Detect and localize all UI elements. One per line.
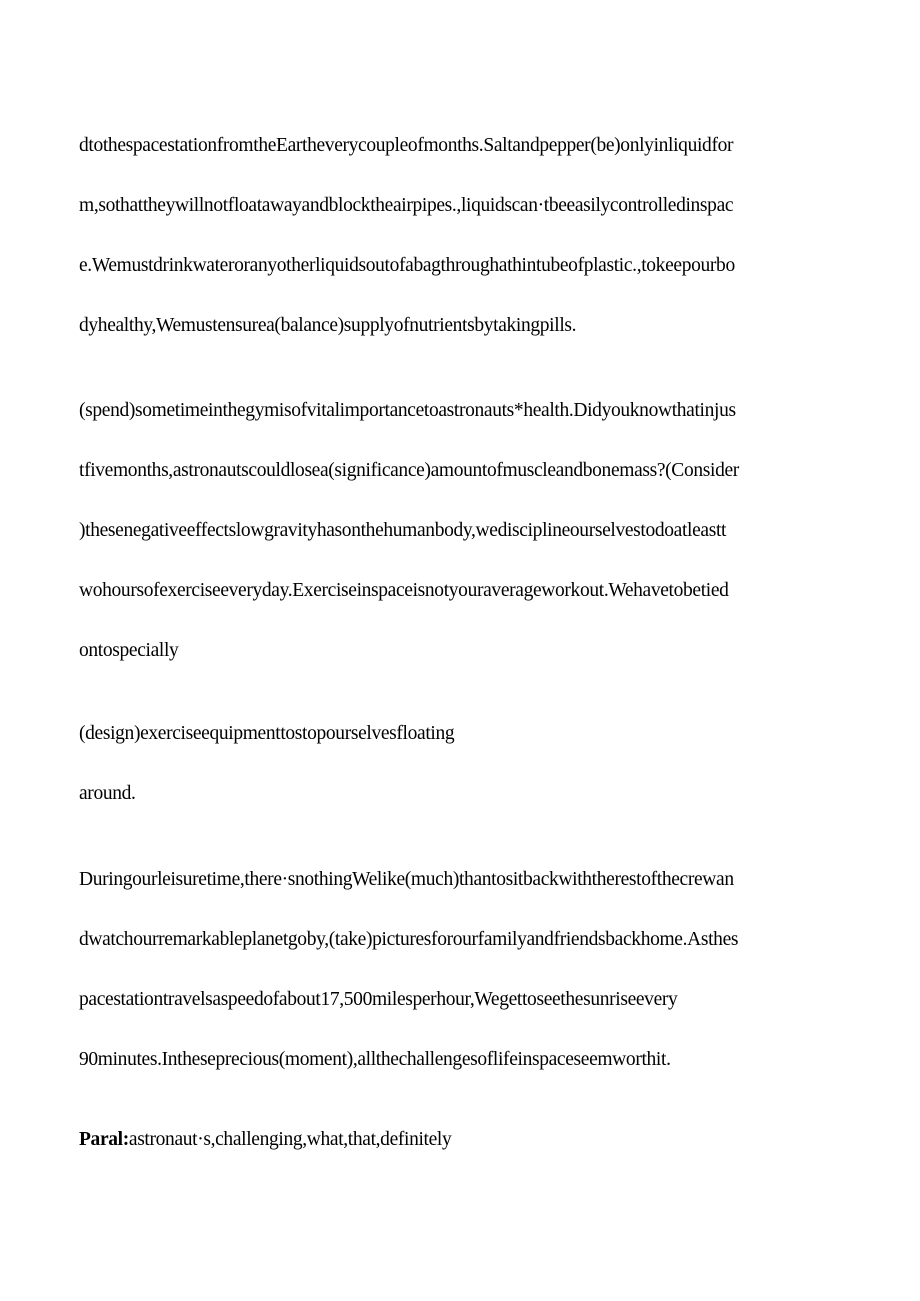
paragraph-2-line-7: around.	[79, 783, 136, 804]
answer-line	[79, 1128, 849, 1152]
paragraph-2-line-6: (design)exerciseequipmenttostopourselvesfloating	[79, 723, 455, 744]
answer-text: astronaut·s,challenging,what,that,definitely	[128, 1129, 452, 1150]
paragraph-2-line-3: )thesenegativeeffectslowgravityhasonthehumanbody,wedisciplineourselvestodoatleastt	[79, 520, 727, 541]
paragraph-3-line-3: pacestationtravelsaspeedofabout17,500milesperhour,Wegettoseethesunriseevery	[79, 989, 678, 1010]
paragraph-1-line-2: m,sothattheywillnotfloatawayandblocktheairpipes.,liquidscan·tbeeasilycontrolledinspac	[79, 195, 734, 216]
paragraph-3-line-1: Duringourleisuretime,there·snothingWelike(much)thantositbackwiththerestofthecrewan	[79, 869, 734, 890]
paragraph-3-line-2: dwatchourremarkableplanetgoby,(take)picturesforourfamilyandfriendsbackhome.Asthes	[79, 929, 739, 950]
paragraph-3-line-4: 90minutes.Intheseprecious(moment),allthechallengesoflifeinspaceseemworthit.	[79, 1049, 671, 1070]
paragraph-2-line-4: wohoursofexerciseeveryday.Exerciseinspaceisnotyouraverageworkout.Wehavetobetied	[79, 580, 729, 601]
paragraph-2-line-1: (spend)sometimeinthegymisofvitalimportancetoastronauts*health.Didyouknowthatinjus	[79, 400, 736, 421]
paragraph-1-line-3: e.Wemustdrinkwateroranyotherliquidsoutofabagthroughathintubeofplastic.,tokeepourbo	[79, 255, 735, 276]
paragraph-2-line-5: ontospecially	[79, 640, 179, 661]
paragraph-2-line-2: tfivemonths,astronautscouldlosea(significance)amountofmuscleandbonemass?(Consider	[79, 460, 739, 481]
paragraph-1-line-1: dtothespacestationfromtheEartheverycoupleofmonths.Saltandpepper(be)onlyinliquidfor	[79, 135, 734, 156]
answer-label: Paral:	[79, 1129, 129, 1150]
paragraph-1-line-4: dyhealthy,Wemustensurea(balance)supplyofnutrientsbytakingpills.	[79, 315, 577, 336]
